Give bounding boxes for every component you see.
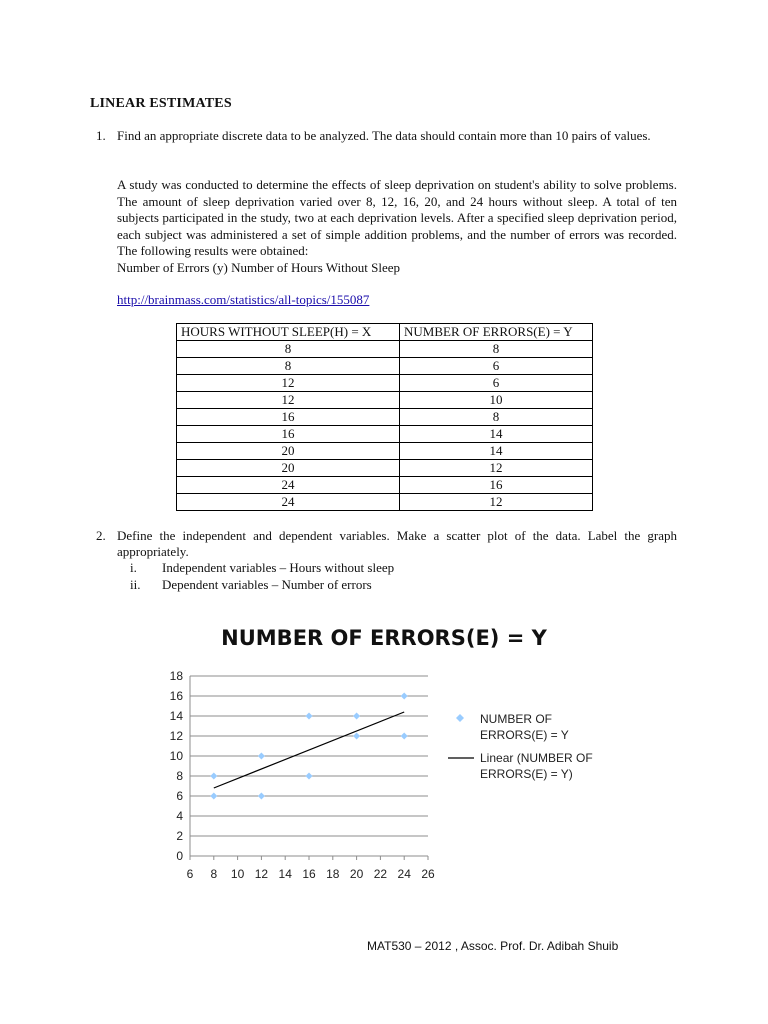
table-row [177,341,593,358]
footer-text: MAT530 – 2012 , Assoc. Prof. Dr. Adibah Shuib [367,939,619,953]
x-tick-label: 20 [349,867,364,881]
question-1-text: Find an appropriate discrete data to be analyzed. The data should contain more than 10 pairs of values. [117,128,651,143]
legend-label-scatter: ERRORS(E) = Y [480,728,569,742]
table-row [177,494,593,511]
data-point [353,713,360,720]
x-tick-label: 6 [186,867,194,881]
question-2-number: 2. [96,528,106,543]
x-tick-label: 16 [302,867,316,881]
x-tick-label: 10 [230,867,245,881]
data-point [401,693,408,700]
x-tick-label: 22 [373,867,388,881]
cell-errors: 14 [400,443,593,460]
table-row [177,409,593,426]
legend-label-trendline: ERRORS(E) = Y) [480,767,573,781]
cell-hours: 16 [177,426,400,443]
data-point [210,793,217,800]
data-point [306,713,313,720]
data-point [210,773,217,780]
y-tick-label: 18 [169,669,183,683]
study-description-tail: Number of Errors (y) Number of Hours Without Sleep [117,260,401,275]
cell-hours: 24 [177,494,400,511]
cell-errors: 6 [400,358,593,375]
data-table [176,323,593,511]
cell-hours: 20 [177,443,400,460]
legend-label-trendline: Linear (NUMBER OF [480,751,593,765]
document-title: LINEAR ESTIMATES [90,96,232,111]
data-point [353,733,360,740]
list-item-marker: ii. [130,577,141,592]
data-point [401,733,408,740]
study-description: A study was conducted to determine the effects of sleep deprivation on student's ability to solve problems. The amount of sleep deprivation varied over 8, 12, 16, 20, and 24 hours without sleep. A total of ten subjects participated in the study, two at each deprivation levels. After a specified sleep deprivation period, each subject was administered a set of simple addition problems, and the number of errors was recorded. The following results were obtained: [117,177,677,258]
cell-hours: 16 [177,409,400,426]
question-1-number: 1. [96,128,106,143]
cell-errors: 12 [400,460,593,477]
table-row [177,443,593,460]
y-tick-label: 12 [169,729,183,743]
y-tick-label: 4 [176,809,183,823]
question-2-text: Define the independent and dependent variables. Make a scatter plot of the data. Label the graph appropriately. [117,528,677,559]
table-header-row [177,324,593,341]
cell-errors: 8 [400,409,593,426]
y-tick-label: 16 [169,689,183,703]
x-tick-label: 12 [254,867,269,881]
y-tick-label: 0 [176,849,183,863]
data-point [306,773,313,780]
x-tick-label: 14 [278,867,292,881]
cell-errors: 10 [400,392,593,409]
table-row [177,358,593,375]
source-link[interactable]: http://brainmass.com/statistics/all-topics/155087 [117,292,370,307]
legend-marker-scatter [456,714,464,722]
y-tick-label: 10 [169,749,183,763]
list-item-marker: i. [130,560,137,575]
cell-hours: 8 [177,341,400,358]
legend-label-scatter: NUMBER OF [480,712,552,726]
table-row [177,477,593,494]
table-row [177,392,593,409]
y-tick-label: 2 [176,829,183,843]
x-tick-label: 8 [210,867,218,881]
x-tick-label: 18 [326,867,340,881]
list-item-independent: Independent variables – Hours without sleep [162,560,395,575]
data-point [258,793,265,800]
table-row [177,460,593,477]
scatter-chart [160,660,620,890]
y-tick-label: 8 [176,769,183,783]
cell-errors: 16 [400,477,593,494]
y-tick-label: 14 [169,709,183,723]
cell-errors: 14 [400,426,593,443]
cell-hours: 24 [177,477,400,494]
x-tick-label: 26 [421,867,435,881]
header-hours: HOURS WITHOUT SLEEP(H) = X [177,324,400,341]
data-point [258,753,265,760]
cell-hours: 8 [177,358,400,375]
y-tick-label: 6 [176,789,183,803]
cell-hours: 12 [177,375,400,392]
table-row [177,375,593,392]
cell-hours: 12 [177,392,400,409]
cell-errors: 8 [400,341,593,358]
cell-errors: 12 [400,494,593,511]
list-item-dependent: Dependent variables – Number of errors [162,577,372,592]
cell-errors: 6 [400,375,593,392]
chart-title: NUMBER OF ERRORS(E) = Y [221,626,547,650]
cell-hours: 20 [177,460,400,477]
header-errors: NUMBER OF ERRORS(E) = Y [400,324,593,341]
x-tick-label: 24 [397,867,411,881]
table-row [177,426,593,443]
